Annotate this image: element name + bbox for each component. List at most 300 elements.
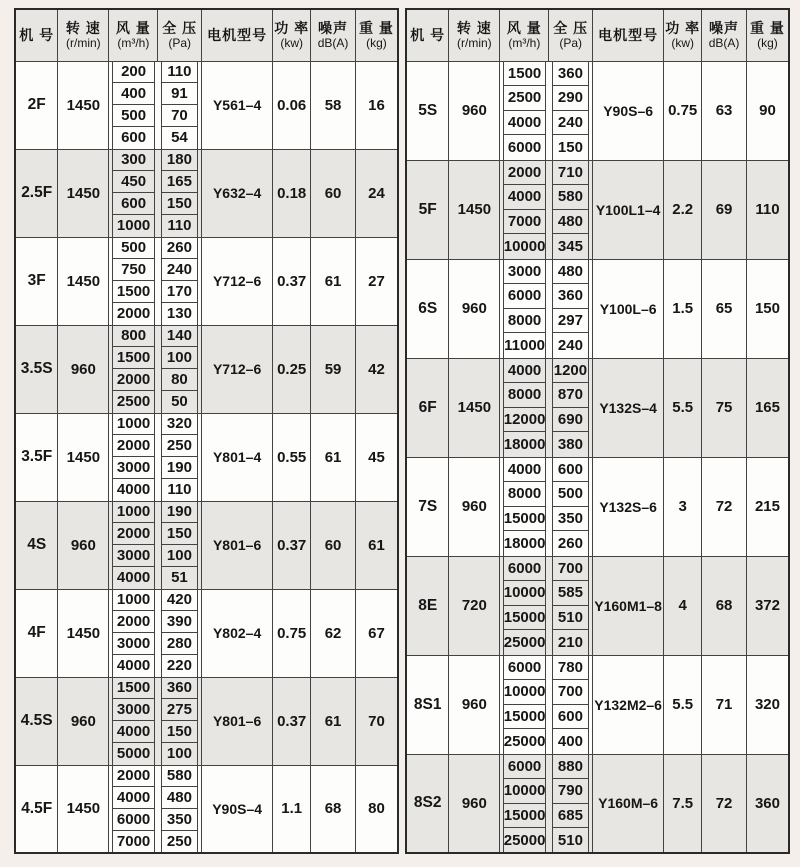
weight-cell: 80 <box>355 765 398 853</box>
power-cell: 2.2 <box>664 160 702 259</box>
col-header-machine-no <box>406 9 449 61</box>
airflow-cell <box>109 303 158 325</box>
pressure-value: 150 <box>552 135 589 159</box>
noise-cell: 61 <box>311 677 356 765</box>
speed-cell: 960 <box>449 61 500 160</box>
pressure-value: 390 <box>161 611 198 633</box>
pressure-cell <box>549 160 593 185</box>
pressure-value: 260 <box>161 238 198 260</box>
pressure-value: 780 <box>552 656 589 680</box>
col-header-airflow <box>109 9 158 61</box>
airflow-value: 1500 <box>503 62 546 86</box>
header-unit: (m³/h) <box>117 36 150 51</box>
pressure-cell <box>549 680 593 705</box>
airflow-cell <box>109 391 158 413</box>
power-cell: 0.37 <box>273 237 311 325</box>
weight-cell: 16 <box>355 61 398 149</box>
motor-model-cell: Y712–6 <box>202 325 273 413</box>
airflow-value: 5000 <box>112 743 155 765</box>
spec-sub-row <box>406 655 789 680</box>
airflow-value: 1500 <box>112 678 155 700</box>
pressure-value: 790 <box>552 779 589 804</box>
pressure-value: 250 <box>161 435 198 457</box>
pressure-value: 165 <box>161 171 198 193</box>
power-cell: 0.06 <box>273 61 311 149</box>
spec-sub-row <box>15 677 398 699</box>
airflow-cell <box>500 333 549 358</box>
airflow-value: 18000 <box>503 531 546 555</box>
table-body-right <box>406 61 789 853</box>
pressure-cell <box>158 325 202 347</box>
airflow-cell <box>500 606 549 631</box>
noise-cell: 72 <box>702 457 747 556</box>
spec-sub-row <box>406 358 789 383</box>
col-header-noise <box>702 9 747 61</box>
speed-cell: 960 <box>449 655 500 754</box>
header-label: 机 号 <box>410 26 446 43</box>
pressure-value: 100 <box>161 545 198 567</box>
noise-cell: 60 <box>311 501 356 589</box>
pressure-value: 400 <box>552 729 589 753</box>
col-header-speed <box>58 9 109 61</box>
pressure-cell <box>158 413 202 435</box>
machine-no-cell: 6S <box>406 259 449 358</box>
airflow-value: 2500 <box>112 391 155 413</box>
pressure-value: 710 <box>552 161 589 185</box>
pressure-value: 360 <box>552 62 589 86</box>
pressure-cell <box>158 457 202 479</box>
col-header-speed <box>449 9 500 61</box>
spec-sub-row <box>406 259 789 284</box>
airflow-cell <box>500 680 549 705</box>
col-header-pressure <box>549 9 593 61</box>
machine-no-cell: 7S <box>406 457 449 556</box>
airflow-value: 200 <box>112 62 155 84</box>
col-header-weight <box>355 9 398 61</box>
airflow-cell <box>109 105 158 127</box>
pressure-value: 360 <box>552 284 589 309</box>
speed-cell: 1450 <box>58 149 109 237</box>
airflow-value: 2000 <box>112 369 155 391</box>
airflow-cell <box>109 281 158 303</box>
airflow-cell <box>500 556 549 581</box>
pressure-value: 500 <box>552 482 589 507</box>
airflow-cell <box>109 127 158 149</box>
pressure-value: 210 <box>552 630 589 654</box>
airflow-cell <box>500 531 549 556</box>
pressure-value: 220 <box>161 655 198 677</box>
pressure-value: 130 <box>161 303 198 325</box>
speed-cell: 720 <box>449 556 500 655</box>
airflow-value: 2000 <box>112 523 155 545</box>
col-header-motor-model <box>202 9 273 61</box>
machine-no-cell: 2.5F <box>15 149 58 237</box>
power-cell: 0.75 <box>273 589 311 677</box>
pressure-cell <box>158 545 202 567</box>
airflow-cell <box>109 699 158 721</box>
airflow-value: 6000 <box>503 557 546 581</box>
airflow-value: 3000 <box>112 457 155 479</box>
pressure-value: 150 <box>161 721 198 743</box>
noise-cell: 71 <box>702 655 747 754</box>
fan-spec-table-left <box>14 8 399 854</box>
airflow-cell <box>500 581 549 606</box>
header-label: 电机型号 <box>598 26 659 43</box>
airflow-cell <box>109 237 158 259</box>
pressure-value: 480 <box>552 260 589 284</box>
speed-cell: 1450 <box>58 61 109 149</box>
pressure-cell <box>549 333 593 358</box>
header-unit: (m³/h) <box>508 36 541 51</box>
weight-cell: 42 <box>355 325 398 413</box>
airflow-cell <box>109 413 158 435</box>
power-cell: 1.5 <box>664 259 702 358</box>
airflow-value: 4000 <box>503 111 546 136</box>
airflow-cell <box>109 743 158 765</box>
airflow-value: 2000 <box>112 766 155 788</box>
motor-model-cell: Y561–4 <box>202 61 273 149</box>
pressure-cell <box>158 677 202 699</box>
motor-model-cell: Y801–6 <box>202 677 273 765</box>
pressure-value: 480 <box>161 787 198 809</box>
pressure-cell <box>158 809 202 831</box>
header-label: 功 率 <box>665 19 701 36</box>
airflow-value: 800 <box>112 326 155 348</box>
pressure-cell <box>549 804 593 829</box>
pressure-cell <box>158 149 202 171</box>
noise-cell: 58 <box>311 61 356 149</box>
pressure-value: 150 <box>161 193 198 215</box>
pressure-cell <box>158 237 202 259</box>
airflow-cell <box>500 111 549 136</box>
noise-cell: 68 <box>702 556 747 655</box>
airflow-value: 7000 <box>112 831 155 852</box>
pressure-value: 51 <box>161 567 198 589</box>
airflow-cell <box>109 831 158 853</box>
spec-sub-row <box>15 413 398 435</box>
pressure-value: 380 <box>552 432 589 456</box>
header-label: 全 压 <box>553 19 589 36</box>
airflow-value: 11000 <box>503 333 546 357</box>
weight-cell: 320 <box>746 655 789 754</box>
airflow-cell <box>500 160 549 185</box>
pressure-cell <box>549 309 593 334</box>
pressure-cell <box>549 61 593 86</box>
pressure-value: 190 <box>161 502 198 524</box>
pressure-cell <box>158 501 202 523</box>
pressure-cell <box>549 779 593 804</box>
airflow-cell <box>109 589 158 611</box>
airflow-cell <box>109 545 158 567</box>
airflow-cell <box>500 630 549 655</box>
airflow-value: 4000 <box>503 185 546 210</box>
spec-sub-row <box>15 589 398 611</box>
power-cell: 0.37 <box>273 677 311 765</box>
pressure-cell <box>549 630 593 655</box>
airflow-cell <box>109 567 158 589</box>
pressure-value: 297 <box>552 309 589 334</box>
power-cell: 4 <box>664 556 702 655</box>
weight-cell: 110 <box>746 160 789 259</box>
airflow-cell <box>109 479 158 501</box>
pressure-cell <box>158 391 202 413</box>
pressure-value: 350 <box>161 809 198 831</box>
airflow-cell <box>109 83 158 105</box>
pressure-cell <box>549 754 593 779</box>
pressure-cell <box>549 556 593 581</box>
airflow-cell <box>109 369 158 391</box>
airflow-value: 600 <box>112 193 155 215</box>
spec-sub-row <box>15 61 398 83</box>
power-cell: 3 <box>664 457 702 556</box>
weight-cell: 24 <box>355 149 398 237</box>
pressure-cell <box>158 589 202 611</box>
col-header-noise <box>311 9 356 61</box>
pressure-value: 280 <box>161 633 198 655</box>
spec-sub-row <box>406 556 789 581</box>
col-header-pressure <box>158 9 202 61</box>
speed-cell: 960 <box>449 754 500 853</box>
weight-cell: 61 <box>355 501 398 589</box>
pressure-cell <box>158 633 202 655</box>
pressure-value: 580 <box>552 185 589 210</box>
pressure-value: 480 <box>552 210 589 235</box>
header-label: 电机型号 <box>207 26 268 43</box>
airflow-cell <box>109 325 158 347</box>
weight-cell: 45 <box>355 413 398 501</box>
pressure-cell <box>158 435 202 457</box>
speed-cell: 1450 <box>58 765 109 853</box>
pressure-cell <box>549 408 593 433</box>
pressure-cell <box>549 383 593 408</box>
col-header-weight <box>746 9 789 61</box>
machine-no-cell: 4F <box>15 589 58 677</box>
airflow-value: 2500 <box>503 86 546 111</box>
header-label: 噪声 <box>318 19 349 36</box>
spec-sub-row <box>406 457 789 482</box>
airflow-value: 4000 <box>112 655 155 677</box>
table-body-left <box>15 61 398 853</box>
airflow-value: 1000 <box>112 502 155 524</box>
pressure-cell <box>549 284 593 309</box>
header-label: 机 号 <box>19 26 55 43</box>
airflow-value: 15000 <box>503 804 546 829</box>
airflow-value: 15000 <box>503 606 546 631</box>
pressure-value: 700 <box>552 557 589 581</box>
pressure-cell <box>158 611 202 633</box>
pressure-cell <box>549 432 593 457</box>
airflow-value: 4000 <box>503 458 546 482</box>
noise-cell: 61 <box>311 237 356 325</box>
pressure-value: 350 <box>552 507 589 532</box>
pressure-value: 240 <box>161 259 198 281</box>
machine-no-cell: 2F <box>15 61 58 149</box>
header-unit: dB(A) <box>317 36 349 51</box>
machine-no-cell: 4S <box>15 501 58 589</box>
airflow-cell <box>500 135 549 160</box>
airflow-cell <box>109 259 158 281</box>
spec-table-right-wrap <box>405 8 790 854</box>
pressure-value: 420 <box>161 590 198 612</box>
pressure-value: 100 <box>161 743 198 765</box>
pressure-cell <box>549 507 593 532</box>
power-cell: 7.5 <box>664 754 702 853</box>
header-label: 功 率 <box>274 19 310 36</box>
airflow-value: 3000 <box>112 699 155 721</box>
weight-cell: 67 <box>355 589 398 677</box>
header-unit: (kg) <box>757 36 778 51</box>
airflow-cell <box>500 804 549 829</box>
noise-cell: 75 <box>702 358 747 457</box>
pressure-value: 275 <box>161 699 198 721</box>
pressure-cell <box>158 567 202 589</box>
pressure-cell <box>549 482 593 507</box>
machine-no-cell: 4.5F <box>15 765 58 853</box>
airflow-cell <box>109 787 158 809</box>
airflow-cell <box>500 259 549 284</box>
airflow-cell <box>109 633 158 655</box>
pressure-cell <box>158 193 202 215</box>
airflow-value: 6000 <box>503 656 546 680</box>
pressure-value: 240 <box>552 111 589 136</box>
pressure-cell <box>158 831 202 853</box>
airflow-value: 25000 <box>503 630 546 654</box>
motor-model-cell: Y100L1–4 <box>593 160 664 259</box>
airflow-cell <box>109 765 158 787</box>
airflow-value: 500 <box>112 238 155 260</box>
pressure-value: 690 <box>552 408 589 433</box>
airflow-cell <box>500 358 549 383</box>
speed-cell: 1450 <box>58 413 109 501</box>
motor-model-cell: Y90S–6 <box>593 61 664 160</box>
noise-cell: 65 <box>702 259 747 358</box>
airflow-cell <box>500 234 549 259</box>
pressure-cell <box>158 83 202 105</box>
pressure-value: 1200 <box>552 359 589 383</box>
noise-cell: 59 <box>311 325 356 413</box>
airflow-cell <box>500 61 549 86</box>
airflow-value: 2000 <box>112 303 155 325</box>
header-label: 风 量 <box>115 19 151 36</box>
airflow-cell <box>109 347 158 369</box>
airflow-cell <box>109 149 158 171</box>
machine-no-cell: 5S <box>406 61 449 160</box>
power-cell: 0.55 <box>273 413 311 501</box>
spec-sub-row <box>15 765 398 787</box>
speed-cell: 960 <box>58 325 109 413</box>
header-unit: (r/min) <box>66 36 101 51</box>
airflow-cell <box>109 611 158 633</box>
pressure-cell <box>549 86 593 111</box>
header-label: 转 速 <box>456 19 492 36</box>
weight-cell: 90 <box>746 61 789 160</box>
motor-model-cell: Y160M1–8 <box>593 556 664 655</box>
airflow-cell <box>109 721 158 743</box>
machine-no-cell: 4.5S <box>15 677 58 765</box>
col-header-power <box>273 9 311 61</box>
airflow-value: 6000 <box>503 755 546 779</box>
motor-model-cell: Y132M2–6 <box>593 655 664 754</box>
pressure-cell <box>549 135 593 160</box>
airflow-cell <box>109 171 158 193</box>
pressure-cell <box>549 729 593 754</box>
airflow-value: 10000 <box>503 779 546 804</box>
header-unit: (Pa) <box>168 36 191 51</box>
pressure-value: 80 <box>161 369 198 391</box>
airflow-value: 10000 <box>503 581 546 606</box>
airflow-value: 500 <box>112 105 155 127</box>
col-header-airflow <box>500 9 549 61</box>
pressure-cell <box>549 655 593 680</box>
airflow-value: 450 <box>112 171 155 193</box>
pressure-value: 110 <box>161 62 198 84</box>
airflow-cell <box>500 86 549 111</box>
noise-cell: 62 <box>311 589 356 677</box>
pressure-value: 250 <box>161 831 198 852</box>
motor-model-cell: Y712–6 <box>202 237 273 325</box>
machine-no-cell: 8E <box>406 556 449 655</box>
speed-cell: 1450 <box>58 589 109 677</box>
table-header-left <box>15 9 398 61</box>
pressure-cell <box>158 61 202 83</box>
pressure-cell <box>549 210 593 235</box>
pressure-cell <box>158 369 202 391</box>
pressure-cell <box>158 127 202 149</box>
pressure-value: 54 <box>161 127 198 149</box>
airflow-value: 400 <box>112 83 155 105</box>
airflow-cell <box>500 383 549 408</box>
spec-sub-row <box>406 754 789 779</box>
pressure-cell <box>549 705 593 730</box>
pressure-value: 585 <box>552 581 589 606</box>
header-label: 重 量 <box>359 19 394 36</box>
pressure-cell <box>158 281 202 303</box>
airflow-value: 2000 <box>112 611 155 633</box>
pressure-value: 170 <box>161 281 198 303</box>
pressure-cell <box>549 185 593 210</box>
noise-cell: 63 <box>702 61 747 160</box>
airflow-value: 1000 <box>112 590 155 612</box>
pressure-cell <box>158 655 202 677</box>
airflow-cell <box>500 457 549 482</box>
pressure-value: 110 <box>161 215 198 237</box>
pressure-value: 345 <box>552 234 589 258</box>
spec-sub-row <box>406 61 789 86</box>
airflow-value: 4000 <box>503 359 546 383</box>
pressure-cell <box>158 699 202 721</box>
pressure-value: 510 <box>552 828 589 852</box>
pressure-value: 870 <box>552 383 589 408</box>
noise-cell: 72 <box>702 754 747 853</box>
airflow-value: 15000 <box>503 507 546 532</box>
airflow-cell <box>109 457 158 479</box>
airflow-value: 3000 <box>112 545 155 567</box>
power-cell: 0.37 <box>273 501 311 589</box>
pressure-value: 880 <box>552 755 589 779</box>
pressure-value: 290 <box>552 86 589 111</box>
airflow-value: 6000 <box>503 284 546 309</box>
airflow-value: 25000 <box>503 828 546 852</box>
airflow-cell <box>109 61 158 83</box>
airflow-value: 7000 <box>503 210 546 235</box>
col-header-motor-model <box>593 9 664 61</box>
airflow-cell <box>109 677 158 699</box>
airflow-cell <box>109 523 158 545</box>
airflow-value: 600 <box>112 127 155 149</box>
pressure-cell <box>549 606 593 631</box>
pressure-cell <box>158 105 202 127</box>
airflow-cell <box>500 309 549 334</box>
